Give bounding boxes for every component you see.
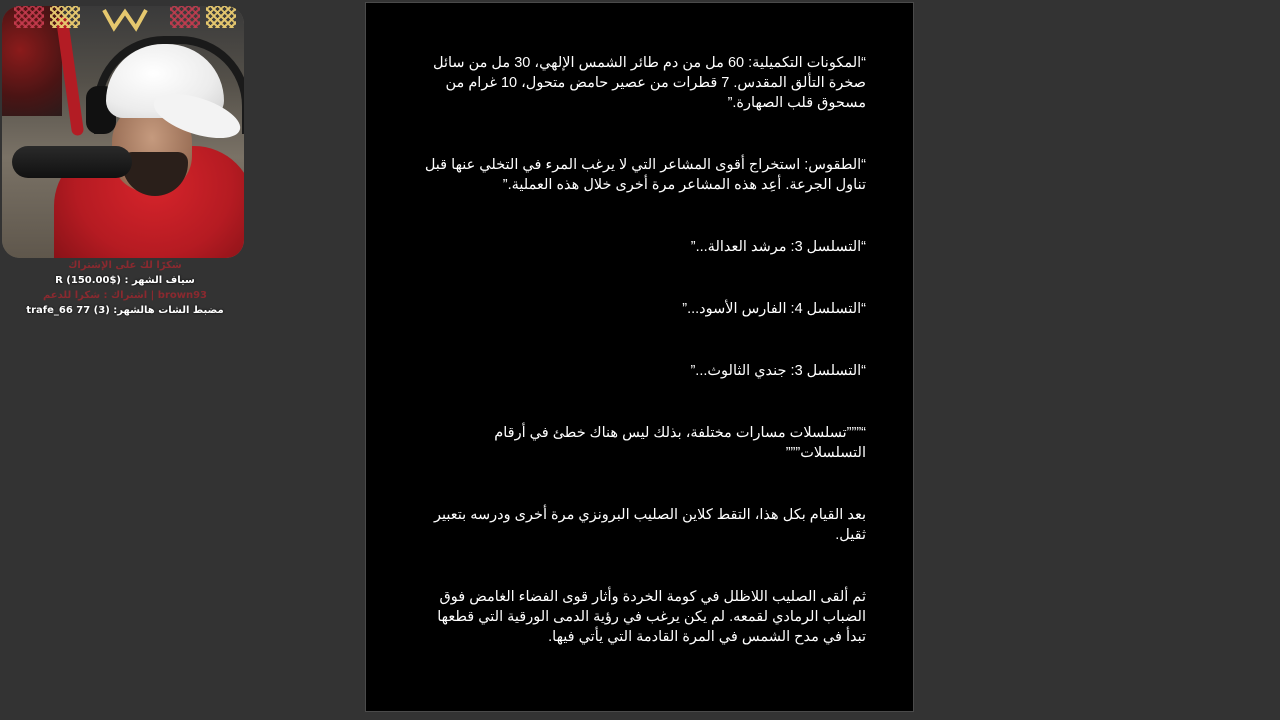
alert-line-subscribe: شكرًا لك على الإشتراك — [68, 260, 182, 271]
paragraph-ritual: “الطقوس: استخراج أقوى المشاعر التي لا يرغب المرء في التخلي عنها قبل تناول الجرعة. أعِد هذه المشاعر مرة أخرى خلال هذه العملية.” — [424, 157, 866, 193]
document-page — [365, 2, 914, 712]
paragraph-ingredients: “المكونات التكميلية: 60 مل من دم طائر الشمس الإلهي، 30 مل من سائل صخرة التألق المقدس. 7 قطرات من عصير حامض متحول، 10 غرام من مسحوق قلب الصهارة.” — [432, 55, 866, 111]
paragraph-gray-fog: ثم ألقى الصليب اللاظلل في كومة الخردة وأثار قوى الفضاء الغامض فوق الضباب الرمادي لقمعه. لم يكن يرغب في رؤية الدمى الورقية التي قطعها تبدأ في مدح الشمس في المرة القادمة التي يأتي فيها. — [437, 589, 866, 645]
paragraph-sequence-trinity: “التسلسل 3: جندي الثالوث...” — [690, 363, 866, 379]
paragraph-sequence-note: “”””تسلسلات مسارات مختلفة، بذلك ليس هناك خطئ في أرقام التسلسلات””” — [494, 425, 866, 461]
microphone — [12, 146, 132, 178]
decor-pattern-gold-left — [50, 6, 80, 28]
paragraph-sequence-black-knight: “التسلسل 4: الفارس الأسود...” — [682, 301, 866, 317]
decor-pattern-right — [170, 6, 200, 28]
decor-pattern-left — [14, 6, 44, 28]
paragraph-bronze-cross: بعد القيام بكل هذا، التقط كلاين الصليب البرونزي مرة أخرى ودرسه بتعبير ثقيل. — [434, 507, 866, 543]
alert-line-top-donor: سياف الشهر : ($150.00) R — [55, 275, 195, 286]
stream-alerts — [0, 258, 250, 318]
document-text — [424, 53, 866, 647]
alert-line-chat-mod: مضبط الشات هالشهر: (3) trafe_66 77 — [26, 305, 224, 316]
streamer-webcam — [2, 6, 244, 258]
decor-pattern-gold-right — [206, 6, 236, 28]
paragraph-sequence-justice: “التسلسل 3: مرشد العدالة...” — [690, 239, 866, 255]
alert-line-sub-thanks: brown93 | اشتراك : شكرا للدعم — [42, 290, 208, 301]
crown-logo-icon — [102, 6, 148, 32]
